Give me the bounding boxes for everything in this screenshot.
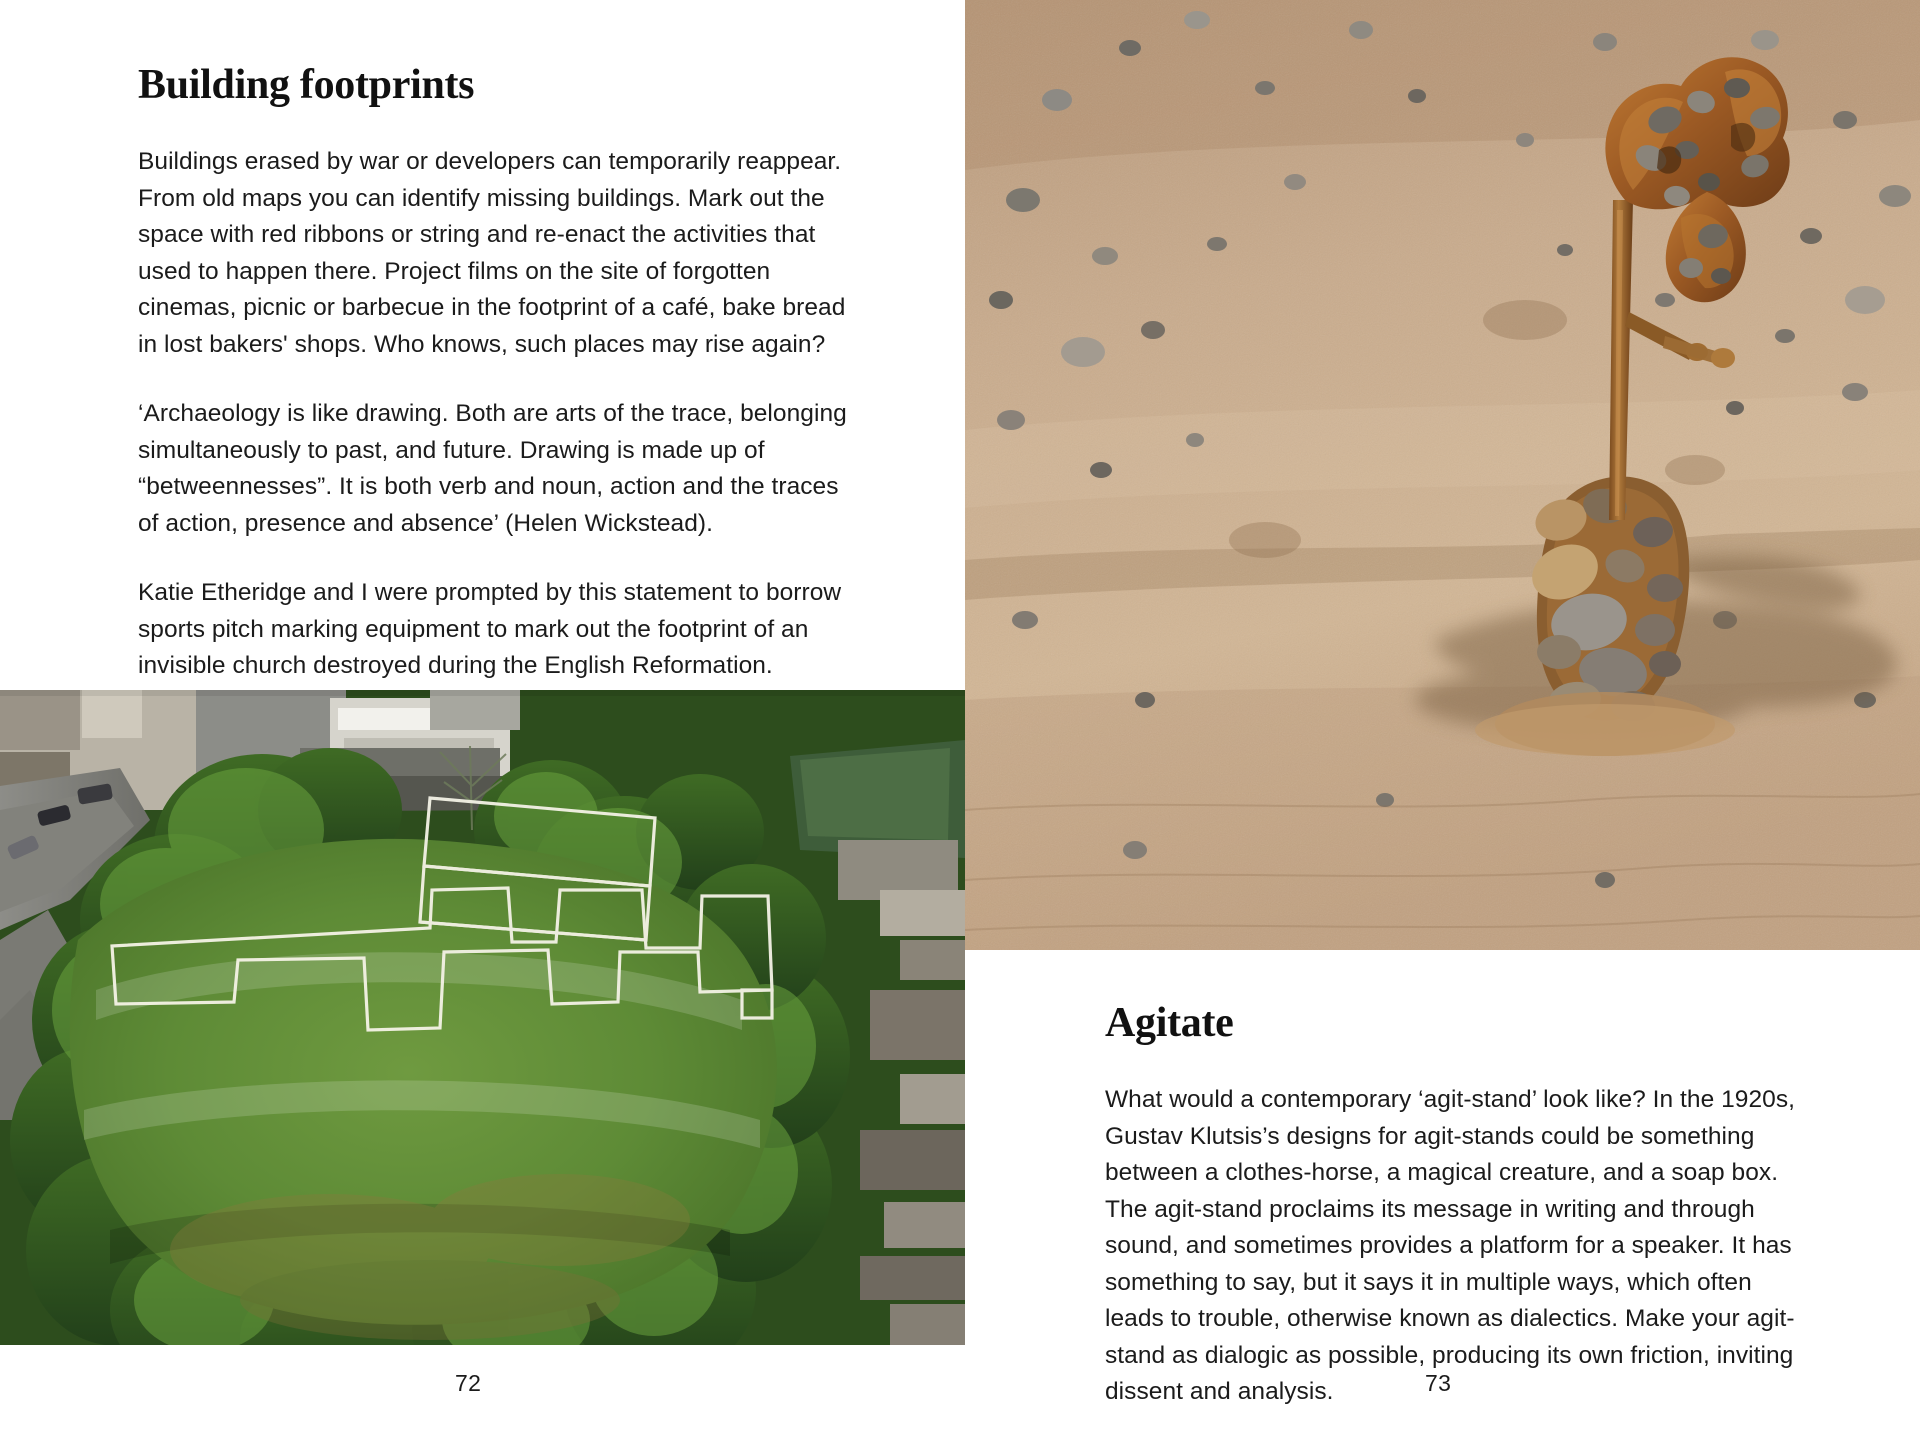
paragraph-katie-etheridge: Katie Etheridge and I were prompted by this statement to borrow sports pitch marking equipment to mark out the footprint of an invisible church destroyed during the English Reformation. — [138, 579, 842, 680]
aerial-field-illustration — [0, 690, 965, 1345]
page-number-right: 73 — [1425, 1370, 1452, 1396]
beach-sculpture-photo — [965, 0, 1920, 950]
page-number-left: 72 — [455, 1370, 482, 1396]
aerial-field-photo — [0, 690, 965, 1345]
left-page-text-column — [138, 62, 853, 685]
paragraph-buildings-erased: Buildings erased by war or developers can temporarily reappear. From old maps you can identify missing buildings. Mark out the space with red ribbons or string and re-enact the activities that used to happen there. Project films on the site of forgotten cinemas, picnic or barbecue in the footprint of a café, bake bread in lost bakers' shops. Who knows, such places may rise again? — [138, 148, 846, 358]
right-page — [965, 0, 1920, 1440]
right-page-text-column — [1105, 1000, 1805, 1411]
beach-sculpture-illustration — [965, 0, 1920, 950]
page-title-agitate: Agitate — [1105, 1000, 1234, 1046]
paragraph-archaeology-quote: ‘Archaeology is like drawing. Both are arts of the trace, belonging simultaneously to past, and future. Drawing is made up of “betweennesses”. It is both verb and noun, action and the traces of action, presence and absence’ (Helen Wickstead). — [138, 400, 847, 537]
paragraph-agit-stand: What would a contemporary ‘agit-stand’ look like? In the 1920s, Gustav Klutsis’s designs for agit-stands could be something between a clothes-horse, a magical creature, and a soap box. The agit-stand proclaims its message in writing and through sound, and sometimes provides a platform for a speaker. It has something to say, but it says it in multiple ways, which often leads to trouble, otherwise known as dialectics. Make your agit-stand as dialogic as possible, producing its own friction, inviting dissent and analysis. — [1105, 1086, 1795, 1406]
page-title-building-footprints: Building footprints — [138, 62, 475, 108]
